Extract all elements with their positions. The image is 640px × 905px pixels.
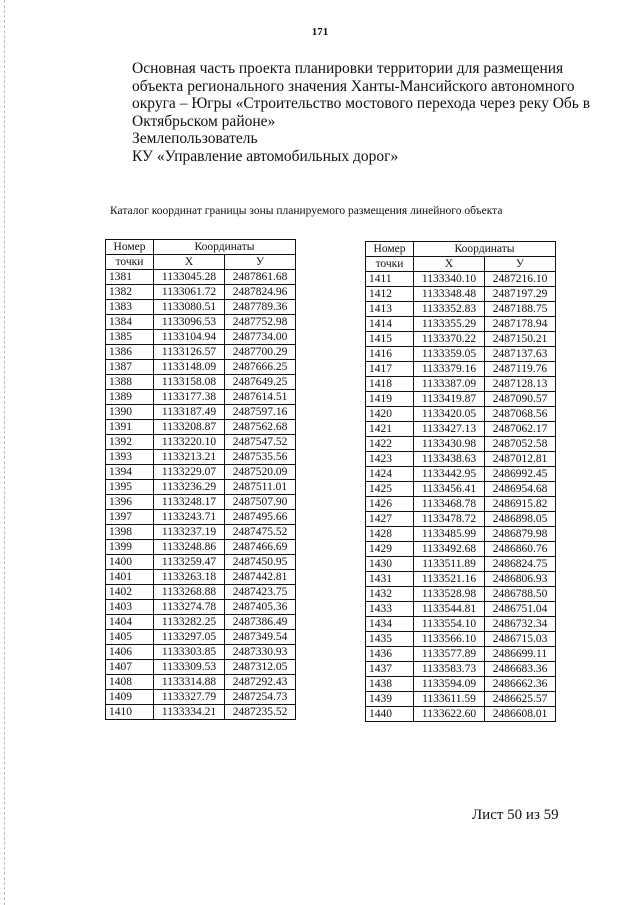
y-coordinate-cell: 2486788.50: [485, 587, 556, 602]
x-coordinate-cell: 1133080.51: [154, 300, 225, 315]
table-row: [366, 452, 556, 467]
table-row: [106, 360, 296, 375]
y-coordinate-cell: 2486954.68: [485, 482, 556, 497]
table-row: [106, 390, 296, 405]
point-number-cell: 1402: [106, 585, 154, 600]
header-line: округа – Югры «Строительство мостового перехода через реку Обь в: [132, 95, 591, 113]
y-coordinate-cell: 2486898.05: [485, 512, 556, 527]
header-line: Основная часть проекта планировки территории для размещения: [132, 60, 564, 77]
table-row: [106, 315, 296, 330]
coordinates-table-left: [105, 239, 296, 720]
y-coordinate-cell: 2487197.29: [485, 287, 556, 302]
table-row: [106, 675, 296, 690]
table-row: [106, 585, 296, 600]
table-row: [366, 482, 556, 497]
point-number-cell: 1404: [106, 615, 154, 630]
x-coordinate-cell: 1133177.38: [154, 390, 225, 405]
point-number-cell: 1440: [366, 707, 414, 722]
point-number-cell: 1396: [106, 495, 154, 510]
x-coordinate-cell: 1133611.59: [414, 692, 485, 707]
y-coordinate-cell: 2487475.52: [225, 525, 296, 540]
x-coordinate-cell: 1133355.29: [414, 317, 485, 332]
point-number-cell: 1412: [366, 287, 414, 302]
x-coordinate-cell: 1133438.63: [414, 452, 485, 467]
x-coordinate-cell: 1133229.07: [154, 465, 225, 480]
y-coordinate-cell: 2487562.68: [225, 420, 296, 435]
x-coordinate-cell: 1133340.10: [414, 272, 485, 287]
point-number-header: Номер: [106, 240, 154, 255]
x-coordinate-cell: 1133303.85: [154, 645, 225, 660]
point-number-cell: 1428: [366, 527, 414, 542]
point-number-cell: 1421: [366, 422, 414, 437]
table-row: [106, 330, 296, 345]
x-coordinate-cell: 1133259.47: [154, 555, 225, 570]
y-coordinate-cell: 2487466.69: [225, 540, 296, 555]
header-line: КУ «Управление автомобильных дорог»: [132, 147, 399, 165]
table-row: [106, 690, 296, 705]
table-row: [366, 617, 556, 632]
point-number-cell: 1437: [366, 662, 414, 677]
x-coordinate-cell: 1133263.18: [154, 570, 225, 585]
table-row: [366, 707, 556, 722]
y-coordinate-cell: 2487137.63: [485, 347, 556, 362]
y-coordinate-cell: 2487216.10: [485, 272, 556, 287]
y-coordinate-cell: 2487495.66: [225, 510, 296, 525]
table-row: [106, 555, 296, 570]
table-row: [106, 630, 296, 645]
table-caption: Каталог координат границы зоны планируемого размещения линейного объекта: [110, 205, 503, 217]
y-coordinate-cell: 2487312.05: [225, 660, 296, 675]
x-coordinate-cell: 1133236.29: [154, 480, 225, 495]
table-row: [366, 287, 556, 302]
x-coordinate-cell: 1133528.98: [414, 587, 485, 602]
x-coordinate-cell: 1133208.87: [154, 420, 225, 435]
y-coordinate-cell: 2487789.36: [225, 300, 296, 315]
table-row: [106, 435, 296, 450]
table-row: [366, 497, 556, 512]
x-coordinate-cell: 1133359.05: [414, 347, 485, 362]
point-number-subheader: точки: [106, 255, 154, 270]
table-row: [106, 420, 296, 435]
point-number-cell: 1423: [366, 452, 414, 467]
page-edge-line: [4, 0, 6, 905]
y-coordinate-cell: 2487178.94: [485, 317, 556, 332]
point-number-cell: 1386: [106, 345, 154, 360]
x-coordinate-cell: 1133387.09: [414, 377, 485, 392]
y-coordinate-cell: 2487700.29: [225, 345, 296, 360]
x-coordinate-cell: 1133220.10: [154, 435, 225, 450]
y-coordinate-cell: 2487119.76: [485, 362, 556, 377]
x-coordinate-cell: 1133566.10: [414, 632, 485, 647]
y-coordinate-cell: 2486879.98: [485, 527, 556, 542]
point-number-cell: 1415: [366, 332, 414, 347]
x-coordinate-cell: 1133126.57: [154, 345, 225, 360]
x-coordinate-cell: 1133148.09: [154, 360, 225, 375]
point-number-cell: 1410: [106, 705, 154, 720]
point-number-cell: 1400: [106, 555, 154, 570]
x-coordinate-cell: 1133061.72: [154, 285, 225, 300]
x-coordinate-cell: 1133478.72: [414, 512, 485, 527]
point-number-cell: 1429: [366, 542, 414, 557]
y-coordinate-cell: 2487520.09: [225, 465, 296, 480]
x-coordinate-cell: 1133348.48: [414, 287, 485, 302]
y-coordinate-cell: 2487052.58: [485, 437, 556, 452]
x-coordinate-cell: 1133248.86: [154, 540, 225, 555]
table-row: [366, 407, 556, 422]
table-row: [366, 332, 556, 347]
point-number-cell: 1409: [106, 690, 154, 705]
point-number-cell: 1411: [366, 272, 414, 287]
point-number-cell: 1426: [366, 497, 414, 512]
x-coordinate-cell: 1133297.05: [154, 630, 225, 645]
y-coordinate-cell: 2487292.43: [225, 675, 296, 690]
point-number-cell: 1403: [106, 600, 154, 615]
table-row: [106, 285, 296, 300]
point-number-cell: 1433: [366, 602, 414, 617]
y-coordinate-cell: 2487254.73: [225, 690, 296, 705]
point-number-cell: 1387: [106, 360, 154, 375]
point-number-cell: 1390: [106, 405, 154, 420]
x-coordinate-cell: 1133420.05: [414, 407, 485, 422]
x-coordinate-cell: 1133248.17: [154, 495, 225, 510]
x-coordinate-cell: 1133521.16: [414, 572, 485, 587]
table-row: [106, 600, 296, 615]
point-number-cell: 1397: [106, 510, 154, 525]
point-number-cell: 1401: [106, 570, 154, 585]
x-coordinate-cell: 1133334.21: [154, 705, 225, 720]
x-coordinate-cell: 1133268.88: [154, 585, 225, 600]
y-coordinate-cell: 2486662.36: [485, 677, 556, 692]
y-coordinate-cell: 2487752.98: [225, 315, 296, 330]
x-coordinate-cell: 1133314.88: [154, 675, 225, 690]
point-number-cell: 1393: [106, 450, 154, 465]
point-number-cell: 1439: [366, 692, 414, 707]
y-coordinate-cell: 2486699.11: [485, 647, 556, 662]
table-row: [106, 450, 296, 465]
point-number-cell: 1398: [106, 525, 154, 540]
table-row: [366, 527, 556, 542]
x-coordinate-cell: 1133158.08: [154, 375, 225, 390]
header-line: Октябрьском районе»: [132, 112, 276, 130]
table-row: [366, 422, 556, 437]
point-number-cell: 1435: [366, 632, 414, 647]
y-coordinate-cell: 2487649.25: [225, 375, 296, 390]
y-coordinate-cell: 2486732.34: [485, 617, 556, 632]
table-row: [366, 392, 556, 407]
header-line: Землепользователь: [132, 130, 258, 148]
table-row: [106, 510, 296, 525]
point-number-cell: 1399: [106, 540, 154, 555]
document-header: [132, 60, 591, 166]
y-coordinate-cell: 2487235.52: [225, 705, 296, 720]
point-number-cell: 1422: [366, 437, 414, 452]
table-row: [106, 270, 296, 285]
x-coordinate-cell: 1133104.94: [154, 330, 225, 345]
y-coordinate-cell: 2486824.75: [485, 557, 556, 572]
x-coordinate-cell: 1133274.78: [154, 600, 225, 615]
y-coordinate-cell: 2487090.57: [485, 392, 556, 407]
table-row: [366, 572, 556, 587]
table-row: [106, 300, 296, 315]
y-coordinate-cell: 2487666.25: [225, 360, 296, 375]
table-row: [366, 587, 556, 602]
x-coordinate-cell: 1133213.21: [154, 450, 225, 465]
table-row: [106, 540, 296, 555]
y-coordinate-cell: 2486992.45: [485, 467, 556, 482]
point-number-cell: 1392: [106, 435, 154, 450]
sheet-counter: Лист 50 из 59: [472, 807, 559, 823]
point-number-cell: 1384: [106, 315, 154, 330]
x-coordinate-cell: 1133442.95: [414, 467, 485, 482]
table-row: [366, 302, 556, 317]
point-number-cell: 1385: [106, 330, 154, 345]
x-coordinate-cell: 1133511.89: [414, 557, 485, 572]
table-row: [366, 272, 556, 287]
x-coordinate-cell: 1133544.81: [414, 602, 485, 617]
table-row: [366, 662, 556, 677]
y-coordinate-cell: 2487450.95: [225, 555, 296, 570]
y-coordinate-cell: 2487597.16: [225, 405, 296, 420]
x-coordinate-cell: 1133327.79: [154, 690, 225, 705]
table-row: [366, 632, 556, 647]
x-coordinate-cell: 1133379.16: [414, 362, 485, 377]
point-number-cell: 1408: [106, 675, 154, 690]
table-row: [366, 467, 556, 482]
table-row: [366, 647, 556, 662]
point-number-cell: 1431: [366, 572, 414, 587]
table-row: [366, 437, 556, 452]
x-coordinate-cell: 1133430.98: [414, 437, 485, 452]
x-coordinate-cell: 1133577.89: [414, 647, 485, 662]
point-number-cell: 1438: [366, 677, 414, 692]
y-column-header: У: [225, 255, 296, 270]
point-number-cell: 1417: [366, 362, 414, 377]
y-coordinate-cell: 2487068.56: [485, 407, 556, 422]
x-coordinate-cell: 1133485.99: [414, 527, 485, 542]
table-row: [366, 512, 556, 527]
point-number-cell: 1406: [106, 645, 154, 660]
point-number-cell: 1391: [106, 420, 154, 435]
x-coordinate-cell: 1133594.09: [414, 677, 485, 692]
point-number-cell: 1382: [106, 285, 154, 300]
y-coordinate-cell: 2487535.56: [225, 450, 296, 465]
point-number-subheader: точки: [366, 257, 414, 272]
table-row: [106, 660, 296, 675]
point-number-cell: 1427: [366, 512, 414, 527]
y-coordinate-cell: 2486860.76: [485, 542, 556, 557]
table-row: [106, 480, 296, 495]
x-coordinate-cell: 1133352.83: [414, 302, 485, 317]
point-number-cell: 1414: [366, 317, 414, 332]
table-row: [106, 405, 296, 420]
x-coordinate-cell: 1133492.68: [414, 542, 485, 557]
y-coordinate-cell: 2487511.01: [225, 480, 296, 495]
y-coordinate-cell: 2487062.17: [485, 422, 556, 437]
table-row: [106, 525, 296, 540]
table-row: [106, 570, 296, 585]
y-coordinate-cell: 2486683.36: [485, 662, 556, 677]
x-coordinate-cell: 1133370.22: [414, 332, 485, 347]
x-column-header: X: [414, 257, 485, 272]
y-coordinate-cell: 2486608.01: [485, 707, 556, 722]
x-coordinate-cell: 1133468.78: [414, 497, 485, 512]
y-coordinate-cell: 2486806.93: [485, 572, 556, 587]
point-number-cell: 1424: [366, 467, 414, 482]
y-coordinate-cell: 2487150.21: [485, 332, 556, 347]
y-coordinate-cell: 2487547.52: [225, 435, 296, 450]
point-number-cell: 1420: [366, 407, 414, 422]
y-coordinate-cell: 2486915.82: [485, 497, 556, 512]
x-coordinate-cell: 1133045.28: [154, 270, 225, 285]
point-number-cell: 1383: [106, 300, 154, 315]
y-coordinate-cell: 2487734.00: [225, 330, 296, 345]
y-coordinate-cell: 2487442.81: [225, 570, 296, 585]
table-row: [106, 705, 296, 720]
point-number-cell: 1407: [106, 660, 154, 675]
table-row: [106, 645, 296, 660]
y-coordinate-cell: 2486625.57: [485, 692, 556, 707]
x-column-header: X: [154, 255, 225, 270]
coordinates-header: Координаты: [154, 240, 296, 255]
point-number-header: Номер: [366, 242, 414, 257]
y-coordinate-cell: 2487012.81: [485, 452, 556, 467]
x-coordinate-cell: 1133187.49: [154, 405, 225, 420]
x-coordinate-cell: 1133456.41: [414, 482, 485, 497]
point-number-cell: 1419: [366, 392, 414, 407]
point-number-cell: 1405: [106, 630, 154, 645]
x-coordinate-cell: 1133419.87: [414, 392, 485, 407]
table-row: [366, 362, 556, 377]
y-column-header: У: [485, 257, 556, 272]
point-number-cell: 1381: [106, 270, 154, 285]
y-coordinate-cell: 2487861.68: [225, 270, 296, 285]
point-number-cell: 1430: [366, 557, 414, 572]
table-row: [106, 465, 296, 480]
table-row: [366, 602, 556, 617]
point-number-cell: 1425: [366, 482, 414, 497]
table-row: [366, 542, 556, 557]
x-coordinate-cell: 1133243.71: [154, 510, 225, 525]
x-coordinate-cell: 1133622.60: [414, 707, 485, 722]
x-coordinate-cell: 1133554.10: [414, 617, 485, 632]
point-number-cell: 1416: [366, 347, 414, 362]
table-row: [366, 557, 556, 572]
y-coordinate-cell: 2487507.90: [225, 495, 296, 510]
header-line: объекта регионального значения Ханты-Мансийского автономного: [132, 77, 575, 95]
y-coordinate-cell: 2487188.75: [485, 302, 556, 317]
y-coordinate-cell: 2487614.51: [225, 390, 296, 405]
y-coordinate-cell: 2487423.75: [225, 585, 296, 600]
table-row: [366, 692, 556, 707]
y-coordinate-cell: 2487405.36: [225, 600, 296, 615]
coordinates-table-right: [365, 241, 556, 722]
table-row: [366, 377, 556, 392]
x-coordinate-cell: 1133583.73: [414, 662, 485, 677]
x-coordinate-cell: 1133282.25: [154, 615, 225, 630]
point-number-cell: 1436: [366, 647, 414, 662]
point-number-cell: 1418: [366, 377, 414, 392]
table-row: [106, 495, 296, 510]
x-coordinate-cell: 1133237.19: [154, 525, 225, 540]
y-coordinate-cell: 2487128.13: [485, 377, 556, 392]
point-number-cell: 1389: [106, 390, 154, 405]
point-number-cell: 1413: [366, 302, 414, 317]
y-coordinate-cell: 2486715.03: [485, 632, 556, 647]
coordinates-header: Координаты: [414, 242, 556, 257]
table-row: [106, 345, 296, 360]
x-coordinate-cell: 1133427.13: [414, 422, 485, 437]
point-number-cell: 1434: [366, 617, 414, 632]
y-coordinate-cell: 2487824.96: [225, 285, 296, 300]
point-number-cell: 1432: [366, 587, 414, 602]
table-row: [106, 375, 296, 390]
point-number-cell: 1394: [106, 465, 154, 480]
y-coordinate-cell: 2487386.49: [225, 615, 296, 630]
y-coordinate-cell: 2487330.93: [225, 645, 296, 660]
y-coordinate-cell: 2486751.04: [485, 602, 556, 617]
table-row: [366, 347, 556, 362]
point-number-cell: 1395: [106, 480, 154, 495]
table-row: [366, 677, 556, 692]
y-coordinate-cell: 2487349.54: [225, 630, 296, 645]
table-row: [106, 615, 296, 630]
table-row: [366, 317, 556, 332]
point-number-cell: 1388: [106, 375, 154, 390]
x-coordinate-cell: 1133309.53: [154, 660, 225, 675]
page-number: 171: [311, 26, 329, 38]
x-coordinate-cell: 1133096.53: [154, 315, 225, 330]
